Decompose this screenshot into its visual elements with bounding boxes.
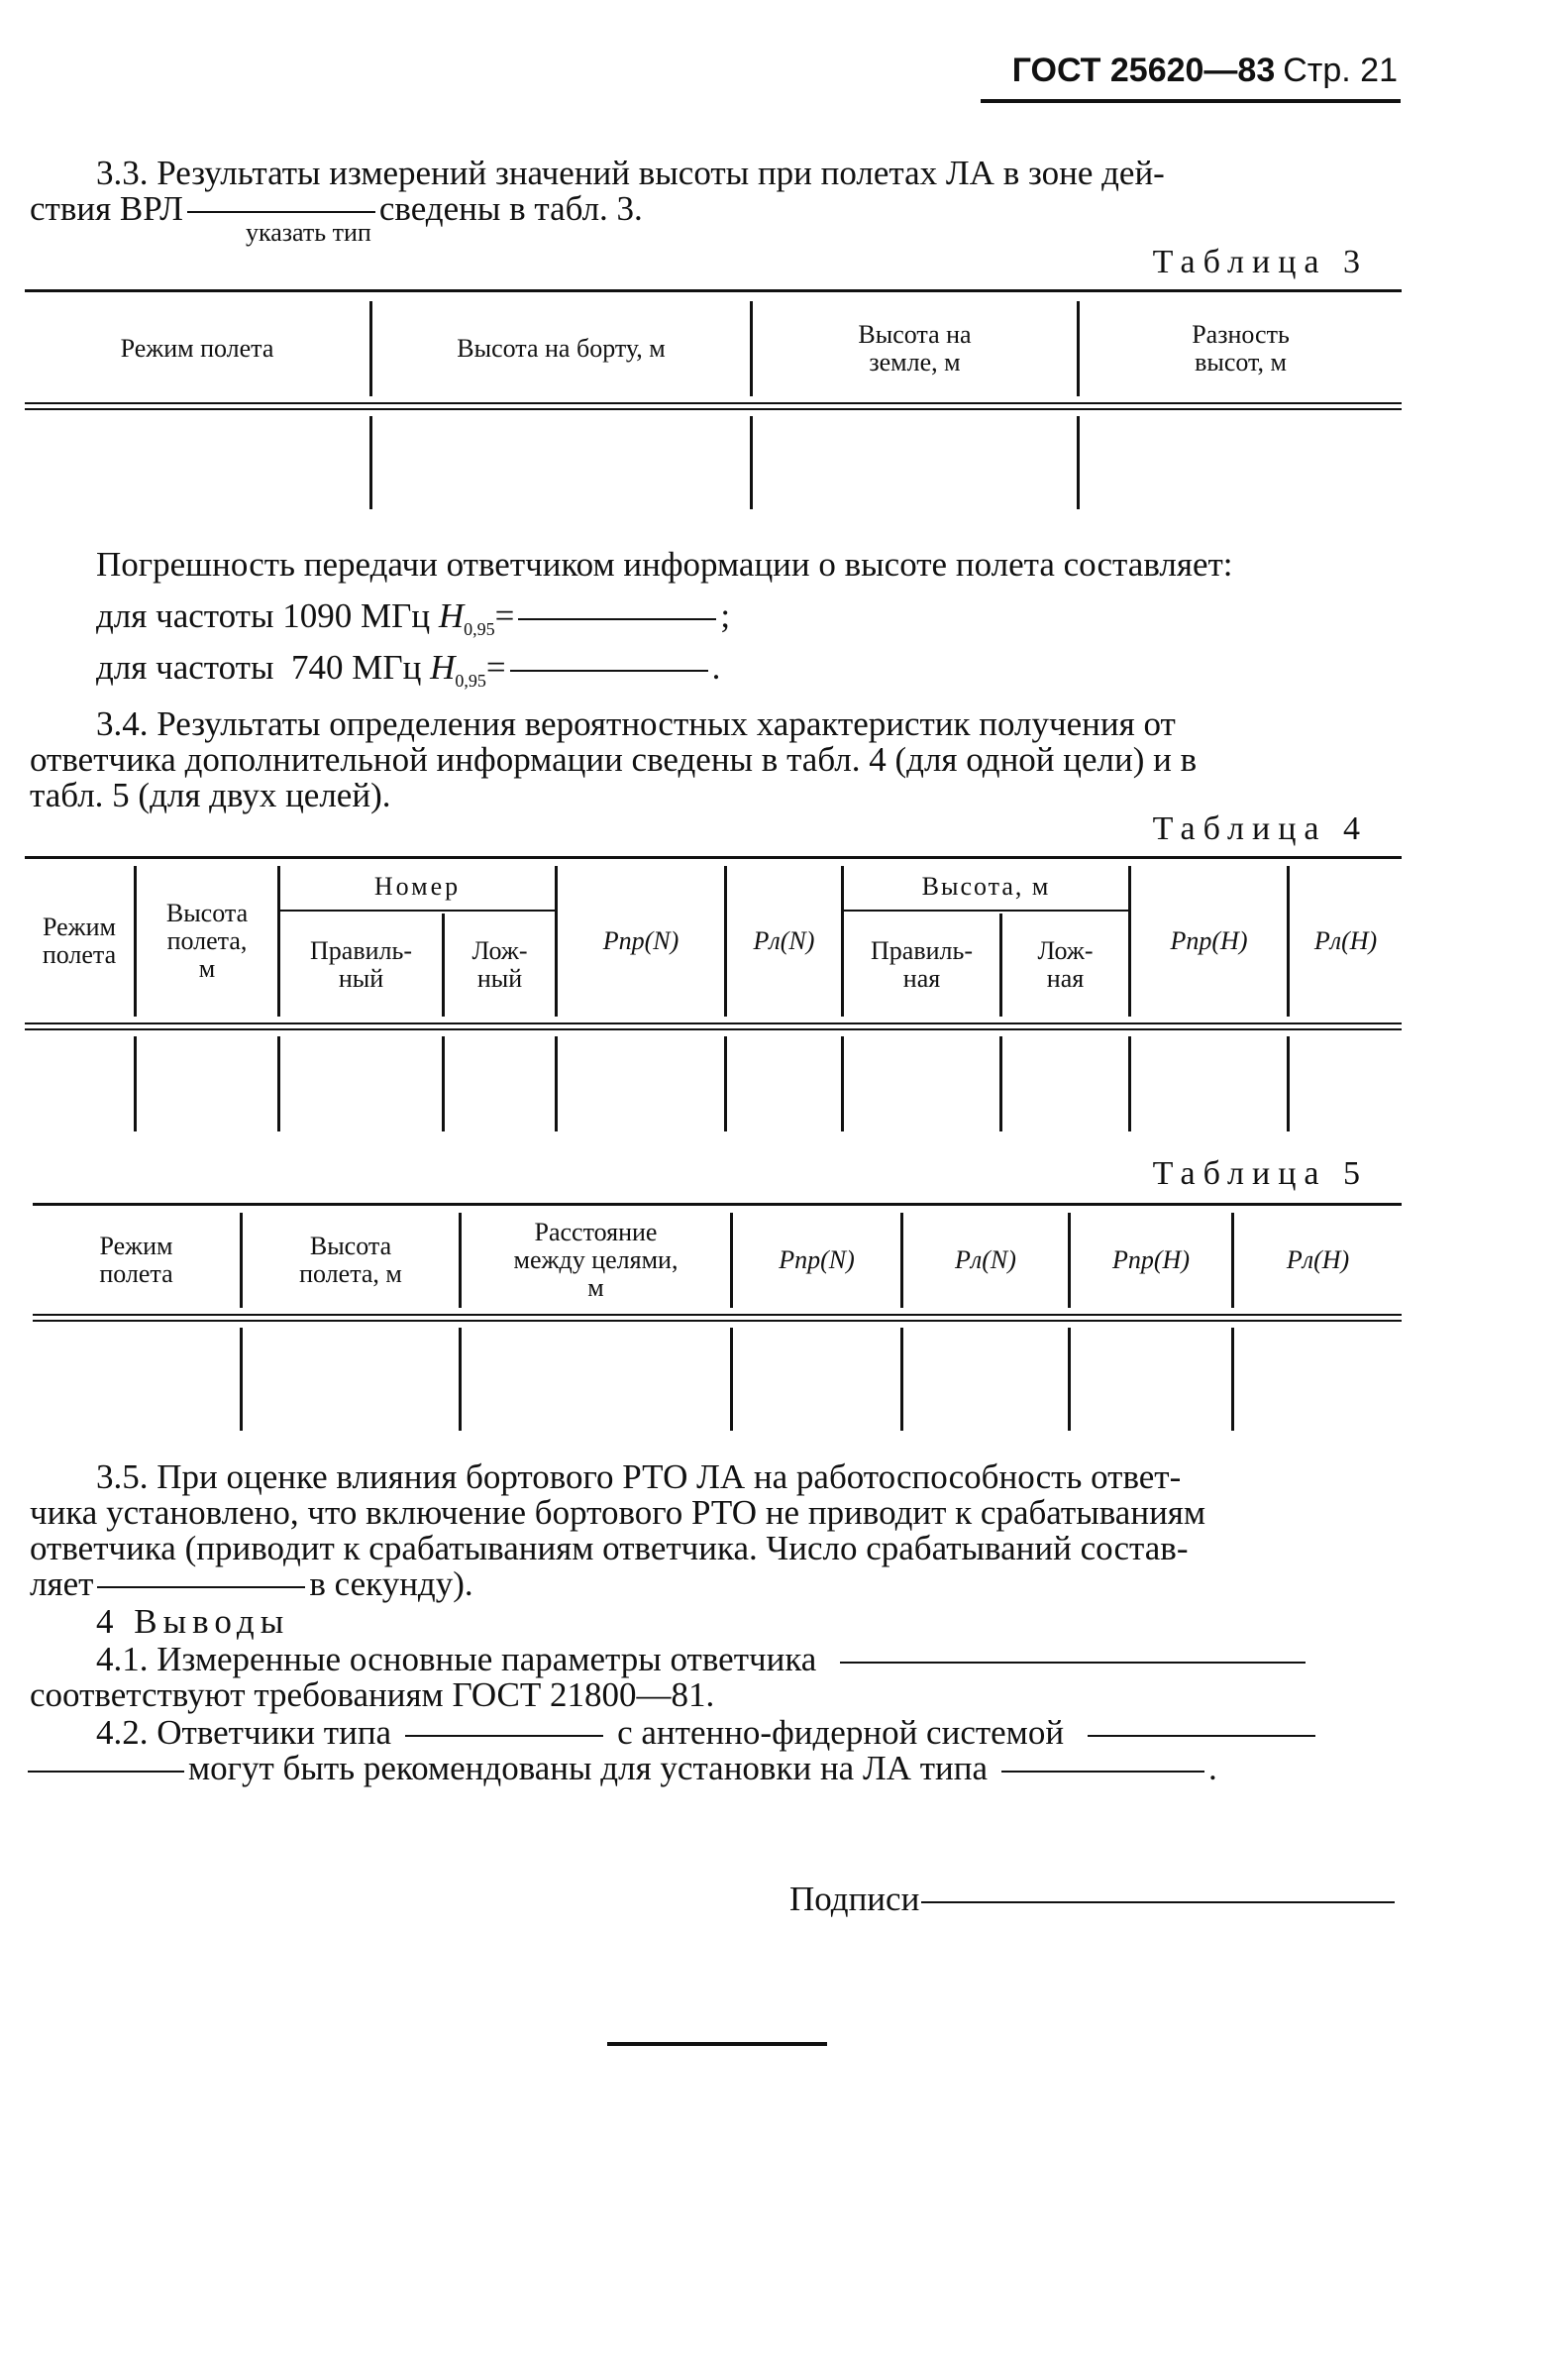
triggers-per-second-blank: [97, 1586, 305, 1588]
table4-header-number-true: Правиль- ный: [310, 936, 412, 993]
table4-caption: Таблица 4: [1152, 810, 1368, 847]
table5-top-rule: [33, 1203, 1402, 1206]
s34-line2: ответчика дополнительной информации сведены в табл. 4 (для одной цели) и в: [30, 740, 1198, 779]
table4-header-p-l-n: Pл(N): [753, 926, 815, 955]
table5-header-p-l-h: Pл(H): [1286, 1245, 1350, 1274]
table3-header-rule-1: [25, 402, 1402, 404]
table-4: [25, 856, 1402, 1133]
table4-header-mode: Режим полета: [42, 913, 117, 969]
error-freq-740: для частоты 740 МГц $H_{0,95}=$ .: [96, 648, 721, 691]
antenna-system-blank-cont: [28, 1771, 184, 1773]
s35-line3: ответчика (приводит к срабатываниям ответчика. Число срабатываний состав-: [30, 1529, 1189, 1567]
table4-top-rule: [25, 856, 1402, 859]
antenna-system-blank: [1088, 1735, 1315, 1737]
table5-header-p-l-n: Pл(N): [955, 1245, 1016, 1274]
page-header: [1012, 52, 1398, 90]
signatures-blank: [921, 1901, 1395, 1903]
table4-header-height: Высота полета, м: [165, 899, 249, 983]
table4-header-height-false: Лож- ная: [1037, 936, 1094, 993]
transponder-blank: [840, 1662, 1306, 1664]
page-number: Стр. 21: [1283, 52, 1398, 89]
table5-header-p-pr-h: Pпр(H): [1112, 1245, 1190, 1274]
table4-header-height-true: Правиль- ная: [871, 936, 973, 993]
s34-line1: 3.4. Результаты определения вероятностных характеристик получения от: [96, 704, 1176, 743]
aircraft-type-blank: [1001, 1771, 1204, 1773]
s35-line4: ляет в секунду).: [30, 1564, 473, 1603]
error-1090-blank: [518, 618, 716, 620]
table5-body-divider-4: [900, 1328, 903, 1431]
table4-header-height-group: Высота, м: [921, 872, 1051, 901]
header-rule: [981, 99, 1401, 103]
table4-header-p-pr-h: Pпр(H): [1170, 926, 1248, 955]
table3-body-divider-1: [369, 416, 372, 509]
end-rule: [607, 2042, 827, 2046]
table5-caption: Таблица 5: [1152, 1155, 1368, 1192]
table4-header-number-false: Лож- ный: [471, 936, 528, 993]
error-intro: Погрешность передачи ответчиком информации о высоте полета составляет:: [96, 545, 1233, 584]
table4-header-rule-1: [25, 1022, 1402, 1024]
table4-number-group-rule: [280, 910, 555, 912]
table4-header-number: Номер: [373, 872, 462, 901]
document-number: ГОСТ 25620—83: [1011, 52, 1276, 89]
s35-line1: 3.5. При оценке влияния бортового РТО ЛА на работоспособность ответ-: [96, 1457, 1182, 1496]
section4-heading: 4 Выводы: [96, 1602, 290, 1641]
error-freq-1090: для частоты 1090 МГц $H_{0,95}=$ ;: [96, 596, 731, 639]
table5-header-p-pr-n: Pпр(N): [779, 1245, 855, 1274]
table4-body-divider-7: [999, 1036, 1002, 1131]
table4-body-divider-4: [555, 1036, 558, 1131]
table5-header-rule-2: [33, 1320, 1402, 1322]
table4-height-group-rule: [844, 910, 1128, 912]
table4-body-divider-9: [1287, 1036, 1290, 1131]
table4-body-divider-3: [442, 1036, 445, 1131]
table4-header-rule-2: [25, 1028, 1402, 1030]
signatures: Подписи: [789, 1881, 1399, 1918]
table3-body-divider-2: [750, 416, 753, 509]
table5-body-divider-2: [459, 1328, 462, 1431]
table3-caption: Таблица 3: [1152, 244, 1368, 280]
p42-line2: могут быть рекомендованы для установки на ЛА типа .: [28, 1750, 1217, 1787]
table4-body-divider-1: [134, 1036, 137, 1131]
table-5: [33, 1203, 1402, 1437]
table3-header-onboard: Высота на борту, м: [457, 334, 666, 363]
table-3: [25, 289, 1402, 517]
s35-line2: чика установлено, что включение бортового РТО не приводит к срабатываниям: [30, 1493, 1206, 1532]
table3-header-mode: Режим полета: [120, 334, 274, 363]
p41-line1: 4.1. Измеренные основные параметры ответчика: [96, 1641, 1309, 1678]
table4-header-p-pr-n: Pпр(N): [602, 926, 679, 955]
table3-header-ground: Высота на земле, м: [858, 320, 972, 376]
table5-body-divider-5: [1068, 1328, 1071, 1431]
table4-body-divider-6: [841, 1036, 844, 1131]
table5-body-divider-3: [730, 1328, 733, 1431]
error-740-blank: [510, 670, 708, 672]
table5-header-distance: Расстояние между целями, м: [513, 1218, 679, 1302]
table3-body-divider-3: [1077, 416, 1080, 509]
s34-line3: табл. 5 (для двух целей).: [30, 776, 391, 814]
table4-body-divider-2: [277, 1036, 280, 1131]
table5-body-divider-1: [240, 1328, 243, 1431]
vrl-type-hint: указать тип: [246, 218, 371, 247]
p42-line1: 4.2. Ответчики типа с антенно-фидерной системой: [96, 1714, 1319, 1752]
table5-header-mode: Режим полета: [99, 1232, 173, 1288]
vrl-type-blank: [187, 211, 375, 213]
p41-line2: соответствуют требованиям ГОСТ 21800—81.: [30, 1675, 715, 1714]
table5-header-height: Высота полета, м: [299, 1232, 402, 1288]
table4-body-divider-8: [1128, 1036, 1131, 1131]
table5-header-rule-1: [33, 1314, 1402, 1316]
table3-header-difference: Разность высот, м: [1192, 320, 1290, 376]
table5-body-divider-6: [1231, 1328, 1234, 1431]
table3-header-rule-2: [25, 408, 1402, 410]
transponder-type-blank: [405, 1735, 603, 1737]
s33-line2: ствия ВРЛ сведены в табл. 3.: [30, 189, 643, 228]
table4-header-p-l-h: Pл(H): [1313, 926, 1378, 955]
table3-top-rule: [25, 289, 1402, 292]
s33-line1: 3.3. Результаты измерений значений высоты при полетах ЛА в зоне дей-: [96, 154, 1165, 192]
table4-body-divider-5: [724, 1036, 727, 1131]
